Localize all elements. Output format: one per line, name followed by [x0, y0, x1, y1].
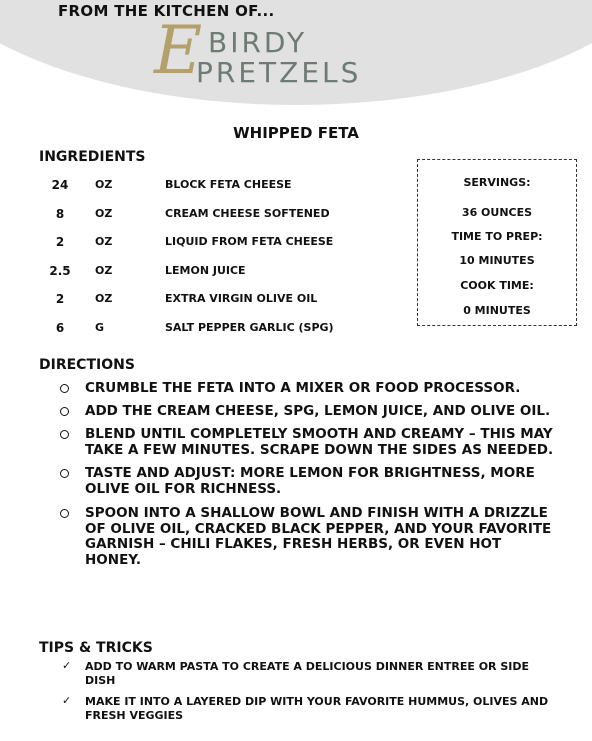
- ingredient-name: CREAM CHEESE SOFTENED: [165, 206, 330, 220]
- direction-text: CRUMBLE THE FETA INTO A MIXER OR FOOD PROCESSOR.: [85, 380, 521, 396]
- brand-logo: [150, 12, 440, 92]
- ingredient-qty: 24: [51, 178, 69, 192]
- direction-step: [60, 427, 560, 458]
- ingredient-unit: OZ: [95, 178, 113, 191]
- header-kicker: FROM THE KITCHEN OF...: [58, 2, 275, 20]
- ingredient-unit: OZ: [95, 235, 113, 248]
- recipe-title: WHIPPED FETA: [233, 124, 359, 142]
- cook-time-label: COOK TIME:: [460, 279, 534, 292]
- direction-step: [60, 381, 560, 397]
- ingredient-unit: OZ: [95, 263, 113, 277]
- ingredient-qty: 2.5: [49, 263, 71, 278]
- recipe-info-box: [417, 159, 577, 326]
- logo-mark: E: [154, 12, 203, 89]
- directions-heading: DIRECTIONS: [39, 357, 135, 373]
- servings-value: 36 OUNCES: [461, 206, 533, 219]
- prep-time-label: TIME TO PREP:: [451, 230, 543, 243]
- ingredient-qty: 2: [55, 292, 65, 306]
- direction-text: ADD THE CREAM CHEESE, SPG, LEMON JUICE, AND OLIVE OIL.: [85, 402, 551, 419]
- ingredient-qty: 2: [55, 235, 65, 249]
- ingredient-unit: G: [95, 320, 105, 334]
- direction-step: [60, 404, 560, 420]
- ingredients-heading: INGREDIENTS: [39, 149, 146, 165]
- direction-text: SPOON INTO A SHALLOW BOWL AND FINISH WITH A DRIZZLE OF OLIVE OIL, CRACKED BLACK PEPPER, AND YOUR FAVORITE GARNISH – CHILI FLAKES, FRESH HERBS, OR EVEN HOT HONEY.: [85, 505, 552, 568]
- tip-item: [62, 660, 552, 687]
- direction-step: [60, 506, 560, 568]
- logo-wordmark-line1: BIRDY: [208, 26, 308, 59]
- ingredient-name: SALT PEPPER GARLIC (SPG): [165, 320, 334, 334]
- tip-item: [62, 695, 552, 722]
- ingredient-qty: 6: [55, 320, 65, 335]
- ingredient-qty: 8: [55, 206, 65, 221]
- ingredient-name: EXTRA VIRGIN OLIVE OIL: [165, 292, 318, 305]
- bullet-icon: [60, 384, 69, 393]
- ingredient-unit: OZ: [95, 206, 113, 220]
- ingredient-name: BLOCK FETA CHEESE: [165, 178, 292, 191]
- direction-step: [60, 466, 560, 497]
- bullet-icon: [60, 430, 69, 439]
- cook-time-value: 0 MINUTES: [463, 304, 531, 317]
- tip-text: MAKE IT INTO A LAYERED DIP WITH YOUR FAVORITE HUMMUS, OLIVES AND FRESH VEGGIES: [85, 695, 549, 722]
- bullet-icon: [60, 469, 69, 478]
- direction-text: TASTE AND ADJUST: MORE LEMON FOR BRIGHTNESS, MORE OLIVE OIL FOR RICHNESS.: [85, 465, 535, 497]
- logo-wordmark-line2: PRETZELS: [196, 56, 362, 89]
- directions-list: [60, 381, 560, 568]
- bullet-icon: [60, 509, 69, 518]
- tip-text: ADD TO WARM PASTA TO CREATE A DELICIOUS DINNER ENTREE OR SIDE DISH: [85, 660, 530, 687]
- prep-time-value: 10 MINUTES: [459, 254, 535, 267]
- ingredient-unit: OZ: [95, 292, 113, 305]
- checkmark-icon: ✓: [62, 659, 72, 672]
- direction-text: BLEND UNTIL COMPLETELY SMOOTH AND CREAMY – THIS MAY TAKE A FEW MINUTES. SCRAPE DOWN THE SIDES AS NEEDED.: [85, 426, 554, 458]
- ingredient-name: LEMON JUICE: [165, 263, 246, 277]
- ingredient-name: LIQUID FROM FETA CHEESE: [165, 235, 334, 248]
- tips-list: [62, 660, 552, 722]
- servings-label: SERVINGS:: [463, 176, 531, 189]
- bullet-icon: [60, 407, 69, 416]
- tips-heading: TIPS & TRICKS: [39, 640, 153, 656]
- checkmark-icon: ✓: [62, 694, 72, 707]
